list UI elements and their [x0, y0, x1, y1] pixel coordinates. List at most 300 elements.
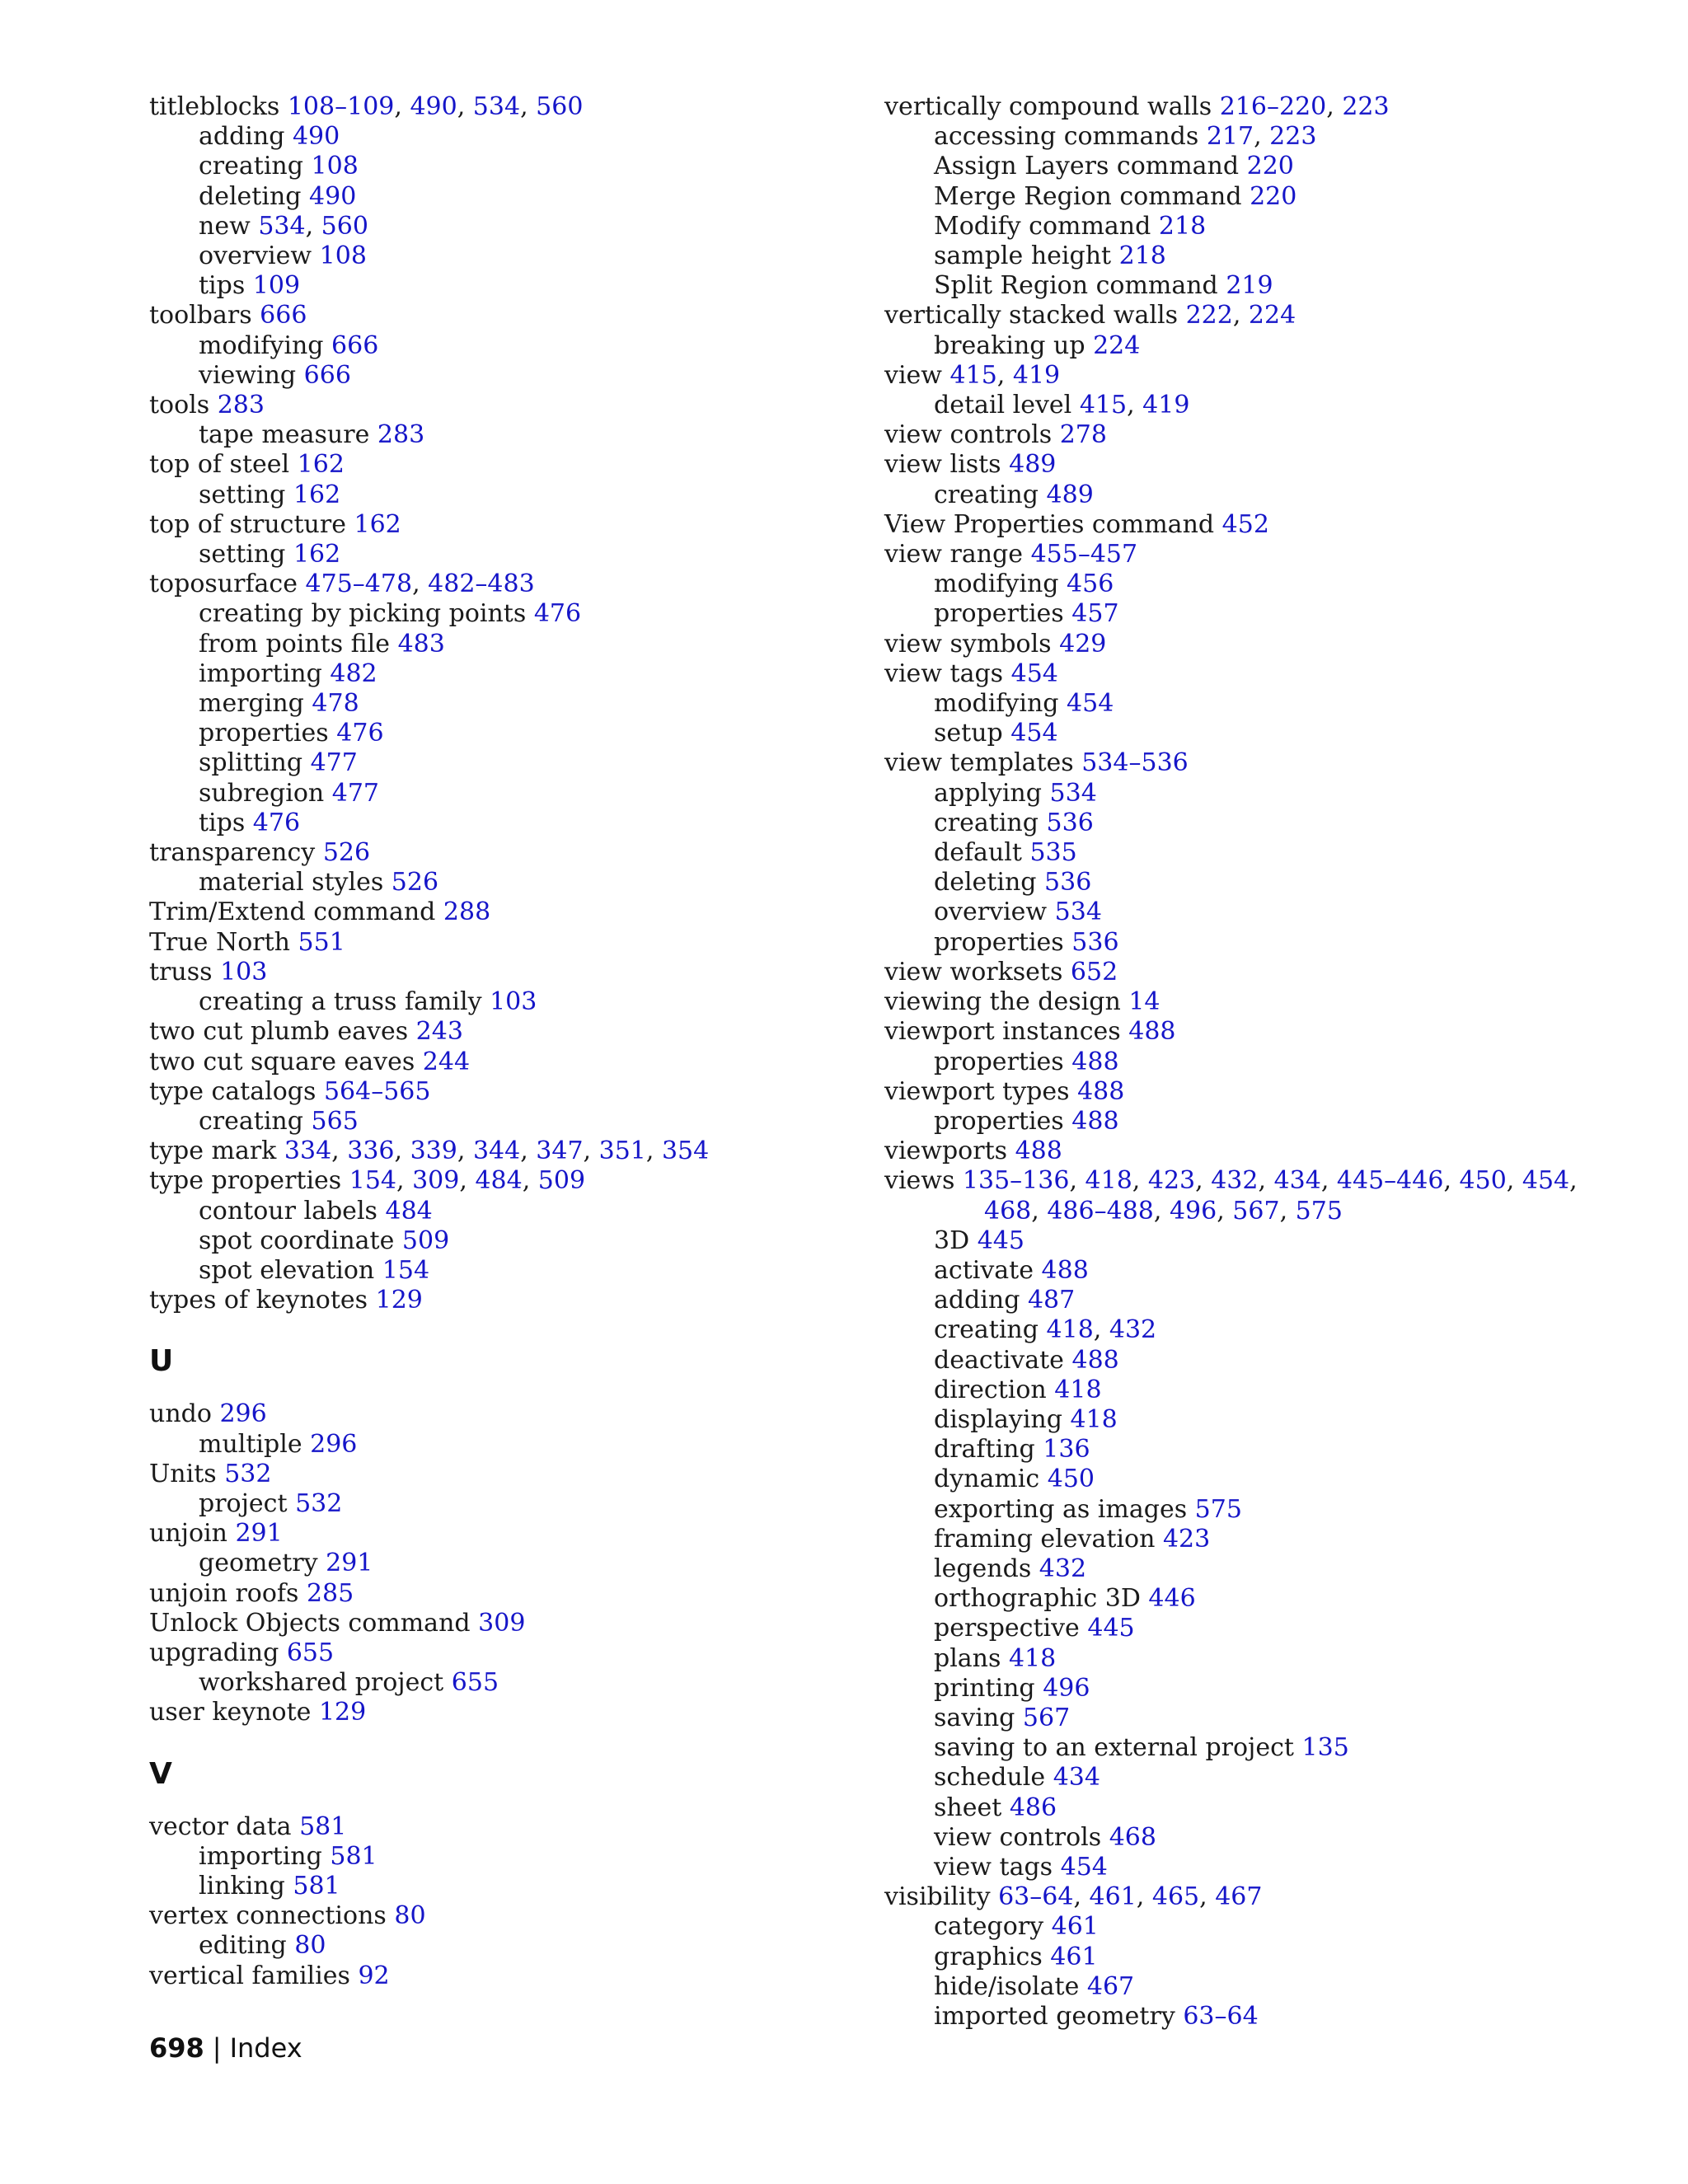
- page-link[interactable]: 551: [298, 927, 345, 957]
- index-term: viewports: [884, 1137, 1008, 1166]
- index-entry: [884, 1137, 1626, 1166]
- index-term: category: [934, 1912, 1044, 1942]
- index-entry: [884, 540, 1626, 569]
- page-link[interactable]: 477: [310, 748, 358, 778]
- page-link[interactable]: 454: [1522, 1166, 1570, 1196]
- page-link[interactable]: 285: [306, 1578, 354, 1608]
- index-term: properties: [199, 719, 329, 748]
- page-link[interactable]: 652: [1070, 957, 1118, 987]
- page-link[interactable]: 418: [1085, 1166, 1132, 1196]
- index-subentry: [884, 838, 1626, 868]
- page-link[interactable]: 162: [354, 509, 401, 539]
- page-link[interactable]: 484: [385, 1196, 433, 1226]
- page-link[interactable]: 486: [1009, 1793, 1057, 1822]
- page-link[interactable]: 445–446: [1336, 1166, 1444, 1196]
- page-link[interactable]: 278: [1059, 420, 1107, 450]
- page-link[interactable]: 220: [1246, 152, 1294, 181]
- page-link[interactable]: 434: [1053, 1763, 1100, 1793]
- page-link[interactable]: 162: [293, 480, 341, 509]
- index-term: direction: [934, 1375, 1047, 1404]
- index-term: modifying: [934, 569, 1059, 599]
- index-term: graphics: [934, 1942, 1043, 1971]
- page-link[interactable]: 496: [1043, 1673, 1090, 1703]
- index-term: viewport instances: [884, 1017, 1121, 1047]
- index-subentry: [884, 1733, 1626, 1763]
- page-link[interactable]: 243: [415, 1017, 463, 1047]
- index-term: orthographic 3D: [934, 1584, 1141, 1614]
- index-entry: [149, 898, 891, 927]
- page-link[interactable]: 461: [1089, 1882, 1137, 1912]
- page-link[interactable]: 296: [219, 1399, 267, 1429]
- page-link[interactable]: 488: [1041, 1255, 1089, 1285]
- page-link[interactable]: 135–136: [962, 1166, 1070, 1196]
- index-subentry: [884, 719, 1626, 748]
- index-entry: [149, 958, 891, 987]
- index-subentry: [884, 1912, 1626, 1942]
- index-subentry: [884, 1346, 1626, 1376]
- page-link[interactable]: 432: [1109, 1315, 1157, 1345]
- index-entry: [149, 1017, 891, 1047]
- index-term: applying: [934, 778, 1042, 808]
- index-subentry: [884, 808, 1626, 838]
- index-term: top of structure: [149, 509, 346, 539]
- page-link[interactable]: 418: [1070, 1404, 1118, 1434]
- index-subentry: [884, 1525, 1626, 1554]
- index-term: vertically compound walls: [884, 92, 1212, 121]
- page-link[interactable]: 336: [347, 1137, 395, 1166]
- index-term: Assign Layers command: [934, 152, 1240, 181]
- index-term: tips: [199, 271, 246, 301]
- page-link[interactable]: 432: [1211, 1166, 1259, 1196]
- page-link[interactable]: 489: [1046, 480, 1094, 509]
- page-link[interactable]: 450: [1047, 1465, 1095, 1494]
- page-link[interactable]: 487: [1027, 1286, 1076, 1315]
- index-subentry: accessing commands 217, 223: [934, 122, 1317, 152]
- index-subentry: [149, 420, 891, 450]
- index-subentry: [884, 1674, 1626, 1704]
- page-link[interactable]: 445: [977, 1226, 1025, 1255]
- page-link[interactable]: 581: [330, 1841, 377, 1871]
- index-term: tape measure: [199, 420, 370, 450]
- index-term: view templates: [884, 748, 1074, 778]
- page-link[interactable]: 63–64: [1183, 2002, 1259, 2031]
- page-link[interactable]: 129: [318, 1698, 367, 1727]
- index-term: view worksets: [884, 957, 1063, 987]
- index-subentry: [149, 748, 891, 778]
- index-subentry: [149, 1489, 891, 1519]
- page-link[interactable]: 154: [349, 1166, 397, 1196]
- index-subentry: [149, 1430, 891, 1460]
- page-link[interactable]: 103: [220, 957, 268, 987]
- page-link[interactable]: 534: [1054, 898, 1102, 927]
- index-entry: [884, 659, 1626, 689]
- index-entry: [884, 510, 1626, 540]
- page-link[interactable]: 429: [1059, 629, 1107, 658]
- page-link[interactable]: 532: [224, 1459, 272, 1488]
- page-link[interactable]: 445: [1087, 1614, 1135, 1643]
- page-link[interactable]: 108: [319, 241, 367, 271]
- page-link[interactable]: 218: [1158, 211, 1207, 241]
- page-link[interactable]: 490: [292, 122, 340, 152]
- page-link[interactable]: 418: [1046, 1315, 1094, 1345]
- page-link[interactable]: 488: [1071, 1345, 1119, 1375]
- index-entry: vertically compound walls 216–220, 223: [884, 92, 1390, 121]
- page-link[interactable]: 217: [1206, 122, 1254, 152]
- page-link[interactable]: 224: [1248, 301, 1296, 330]
- index-term: properties: [934, 1047, 1064, 1076]
- index-term: sheet: [934, 1793, 1002, 1822]
- index-entry: [149, 1399, 891, 1429]
- page-link[interactable]: 461: [1051, 1912, 1099, 1942]
- page-link[interactable]: 565: [311, 1106, 359, 1136]
- index-subentry: [149, 241, 891, 271]
- page-link[interactable]: 223: [1269, 122, 1317, 152]
- page-link[interactable]: 535: [1029, 838, 1077, 868]
- index-term: creating: [934, 480, 1039, 509]
- index-subentry: [884, 212, 1626, 241]
- index-term: displaying: [934, 1404, 1062, 1434]
- index-subentry: [884, 1704, 1626, 1733]
- page-link[interactable]: 454: [1010, 719, 1058, 748]
- page-link[interactable]: 477: [331, 778, 380, 808]
- index-entry: [149, 301, 891, 330]
- page-link[interactable]: 452: [1221, 509, 1269, 539]
- index-term: properties: [934, 599, 1064, 629]
- index-entry: toposurface 475–478, 482–483: [149, 569, 535, 599]
- page-link[interactable]: 567: [1232, 1196, 1280, 1226]
- footer-section: Index: [229, 2032, 302, 2064]
- page-link[interactable]: 418: [1054, 1375, 1102, 1404]
- page-link[interactable]: 564–565: [323, 1076, 431, 1106]
- page-link[interactable]: 476: [336, 719, 384, 748]
- index-entry: [149, 1579, 891, 1609]
- page-link[interactable]: 283: [217, 391, 265, 420]
- page-link[interactable]: 666: [331, 330, 379, 360]
- page-link[interactable]: 92: [358, 1961, 390, 1990]
- page-link[interactable]: 434: [1273, 1166, 1321, 1196]
- page-link[interactable]: 536: [1071, 927, 1119, 957]
- index-term: deleting: [199, 181, 302, 211]
- index-entry: [149, 1638, 891, 1668]
- page-link[interactable]: 455–457: [1030, 540, 1138, 569]
- page-link[interactable]: 581: [299, 1811, 347, 1841]
- index-term: Units: [149, 1459, 217, 1488]
- page-link[interactable]: 655: [451, 1668, 499, 1698]
- page-link[interactable]: 467: [1086, 1971, 1135, 2001]
- page-link[interactable]: 526: [322, 838, 371, 868]
- index-term: dynamic: [934, 1465, 1040, 1494]
- index-subentry: [149, 1256, 891, 1286]
- page-link[interactable]: 482–483: [428, 569, 535, 599]
- index-term: view tags: [934, 1852, 1053, 1882]
- index-subentry: [884, 1823, 1626, 1853]
- index-term: visibility: [884, 1882, 991, 1912]
- index-entry: titleblocks 108–109, 490, 534, 560: [149, 92, 584, 121]
- index-subentry: detail level 415, 419: [934, 391, 1190, 420]
- index-subentry: [884, 1256, 1626, 1286]
- index-term: Trim/Extend command: [149, 898, 436, 927]
- index-term: merging: [199, 689, 304, 719]
- page-link[interactable]: 490: [410, 92, 457, 121]
- index-term: adding: [199, 122, 285, 152]
- page-link[interactable]: 509: [401, 1226, 450, 1255]
- index-entry: [149, 1519, 891, 1549]
- index-term: schedule: [934, 1763, 1046, 1793]
- page-link[interactable]: 450: [1459, 1166, 1507, 1196]
- index-term: breaking up: [934, 330, 1085, 360]
- index-term: importing: [199, 658, 322, 688]
- page-link[interactable]: 80: [294, 1931, 326, 1961]
- page-link[interactable]: 482: [330, 658, 377, 688]
- page-link[interactable]: 347: [536, 1137, 584, 1166]
- page-link[interactable]: 220: [1250, 181, 1297, 211]
- index-term: creating: [199, 152, 303, 181]
- page-link[interactable]: 419: [1142, 391, 1190, 420]
- page-link[interactable]: 354: [661, 1137, 710, 1166]
- page-link[interactable]: 488: [1077, 1076, 1125, 1106]
- index-term: contour labels: [199, 1196, 377, 1226]
- page-link[interactable]: 465: [1151, 1882, 1200, 1912]
- index-subentry: [884, 1226, 1626, 1256]
- index-subentry: [884, 1435, 1626, 1465]
- index-term: tools: [149, 391, 210, 420]
- page-link[interactable]: 456: [1067, 569, 1114, 599]
- page-link[interactable]: 423: [1162, 1524, 1211, 1554]
- index-term: properties: [934, 927, 1064, 957]
- page-link[interactable]: 291: [326, 1549, 373, 1578]
- index-term: view lists: [884, 450, 1001, 480]
- index-subentry: [884, 868, 1626, 898]
- page-link[interactable]: 476: [533, 599, 582, 629]
- index-subentry: [884, 1286, 1626, 1315]
- page-link[interactable]: 476: [252, 808, 301, 837]
- page-link[interactable]: 432: [1039, 1554, 1087, 1583]
- index-subentry: [884, 1405, 1626, 1435]
- index-subentry: [884, 2002, 1626, 2032]
- index-term: project: [199, 1488, 288, 1518]
- index-term: printing: [934, 1673, 1035, 1703]
- page-link[interactable]: 109: [252, 271, 301, 301]
- page-link[interactable]: 496: [1169, 1196, 1217, 1226]
- page-link[interactable]: 14: [1128, 987, 1160, 1017]
- page-link[interactable]: 154: [382, 1255, 430, 1285]
- page-link[interactable]: 351: [598, 1137, 646, 1166]
- index-term: types of keynotes: [149, 1286, 368, 1315]
- index-subentry: [149, 1107, 891, 1137]
- page-link[interactable]: 423: [1147, 1166, 1196, 1196]
- index-term: vertically stacked walls: [884, 301, 1179, 330]
- page-link[interactable]: 135: [1301, 1733, 1349, 1763]
- index-term: two cut plumb eaves: [149, 1017, 409, 1047]
- index-term: titleblocks: [149, 92, 280, 121]
- index-subentry: [149, 540, 891, 569]
- page-link[interactable]: 418: [1008, 1643, 1057, 1673]
- page-link[interactable]: 534: [258, 211, 306, 241]
- page-link[interactable]: 419: [1012, 360, 1061, 390]
- index-term: detail level: [934, 391, 1072, 420]
- page-link[interactable]: 488: [1128, 1017, 1176, 1047]
- page-link[interactable]: 291: [235, 1519, 283, 1549]
- index-entry: [149, 450, 891, 480]
- page-link[interactable]: 488: [1015, 1137, 1062, 1166]
- page-link[interactable]: 575: [1194, 1494, 1242, 1524]
- page-link[interactable]: 223: [1342, 92, 1390, 121]
- index-entry: [149, 928, 891, 958]
- page-link[interactable]: 575: [1295, 1196, 1343, 1226]
- index-term: multiple: [199, 1429, 302, 1459]
- page-link[interactable]: 666: [303, 360, 351, 390]
- page-link[interactable]: 103: [490, 987, 537, 1017]
- index-subentry: [884, 1793, 1626, 1823]
- page-link[interactable]: 655: [286, 1638, 335, 1667]
- page-link[interactable]: 461: [1050, 1942, 1098, 1971]
- page-link[interactable]: 488: [1071, 1106, 1119, 1136]
- index-subentry: [149, 1931, 891, 1961]
- page-link[interactable]: 666: [260, 301, 307, 330]
- index-subentry: [149, 1842, 891, 1872]
- index-subentry: [884, 241, 1626, 271]
- page-link[interactable]: 488: [1071, 1047, 1119, 1076]
- index-term: editing: [199, 1931, 287, 1961]
- index-term: deleting: [934, 868, 1037, 898]
- page-link[interactable]: 567: [1022, 1703, 1071, 1732]
- index-term: sample height: [934, 241, 1112, 271]
- page-link[interactable]: 468: [1109, 1822, 1156, 1852]
- page-link[interactable]: 475–478: [305, 569, 413, 599]
- index-term: Unlock Objects command: [149, 1608, 471, 1638]
- page-link[interactable]: 454: [1010, 658, 1058, 688]
- page-link[interactable]: 296: [310, 1429, 358, 1459]
- page-link[interactable]: 415: [1079, 391, 1128, 420]
- index-column-right: [884, 92, 1626, 2032]
- index-term: saving: [934, 1703, 1015, 1732]
- index-term: setting: [199, 480, 286, 509]
- page-link[interactable]: 63–64: [998, 1882, 1074, 1912]
- page-link[interactable]: 162: [297, 450, 345, 480]
- index-term: workshared project: [199, 1668, 444, 1698]
- index-term: plans: [934, 1643, 1001, 1673]
- page-link[interactable]: 136: [1043, 1435, 1090, 1465]
- index-term: view controls: [884, 420, 1053, 450]
- index-term: view range: [884, 540, 1024, 569]
- index-subentry: [149, 689, 891, 719]
- index-entry: vertically stacked walls 222, 224: [884, 301, 1296, 330]
- index-term: setup: [934, 719, 1003, 748]
- index-entry: [149, 1286, 891, 1315]
- index-term: undo: [149, 1399, 212, 1429]
- index-subentry: [884, 1554, 1626, 1584]
- page-link[interactable]: 509: [537, 1166, 586, 1196]
- index-term: creating: [934, 1315, 1039, 1345]
- page-link[interactable]: 244: [422, 1047, 471, 1076]
- page-link[interactable]: 534–536: [1081, 748, 1189, 778]
- index-term: geometry: [199, 1549, 318, 1578]
- page-link[interactable]: 468: [984, 1196, 1032, 1226]
- page-link[interactable]: 581: [293, 1871, 340, 1900]
- page-link[interactable]: 457: [1071, 599, 1119, 629]
- index-term: toposurface: [149, 569, 298, 599]
- index-term: view controls: [934, 1822, 1102, 1852]
- page-link[interactable]: 454: [1060, 1852, 1108, 1882]
- index-term: viewing the design: [884, 987, 1121, 1017]
- page-link[interactable]: 486–488: [1047, 1196, 1154, 1226]
- index-subentry: [149, 1872, 891, 1901]
- page-link[interactable]: 129: [375, 1286, 423, 1315]
- page-link[interactable]: 218: [1118, 241, 1166, 271]
- index-term: view symbols: [884, 629, 1052, 658]
- index-term: views: [884, 1166, 955, 1196]
- page-link[interactable]: 80: [394, 1901, 426, 1931]
- index-subentry: [884, 1107, 1626, 1137]
- page-link[interactable]: 536: [1044, 868, 1092, 898]
- page-link[interactable]: 454: [1067, 689, 1114, 719]
- index-subentry: [149, 779, 891, 808]
- page-link[interactable]: 490: [309, 181, 357, 211]
- page-link[interactable]: 108–109: [287, 92, 395, 121]
- index-entry: [149, 838, 891, 868]
- page-link[interactable]: 415: [950, 360, 997, 390]
- index-entry: [149, 1047, 891, 1077]
- page-link[interactable]: 484: [475, 1166, 523, 1196]
- index-subentry: [884, 1763, 1626, 1793]
- index-subentry: [884, 898, 1626, 927]
- page-link[interactable]: 309: [478, 1608, 526, 1638]
- page-link[interactable]: 478: [312, 689, 359, 719]
- page-link[interactable]: 560: [321, 211, 368, 241]
- index-term: type catalogs: [149, 1076, 316, 1106]
- page-link[interactable]: 534: [1049, 778, 1097, 808]
- page-link[interactable]: 489: [1009, 450, 1057, 480]
- section-heading: V: [149, 1756, 172, 1791]
- page-link[interactable]: 219: [1226, 271, 1273, 301]
- page-link[interactable]: 224: [1093, 330, 1141, 360]
- page-link[interactable]: 334: [284, 1137, 332, 1166]
- page-link[interactable]: 108: [311, 152, 359, 181]
- page-link[interactable]: 532: [295, 1488, 343, 1518]
- index-entry: [149, 1460, 891, 1489]
- index-entry: [884, 1077, 1626, 1107]
- index-entry: [884, 958, 1626, 987]
- page-link[interactable]: 162: [293, 540, 341, 569]
- index-term: linking: [199, 1871, 285, 1900]
- index-term: vertical families: [149, 1961, 350, 1990]
- page-link[interactable]: 536: [1046, 808, 1094, 837]
- page-link[interactable]: 216–220: [1219, 92, 1327, 121]
- index-entry: view 415, 419: [884, 360, 1061, 390]
- index-subentry: [884, 1584, 1626, 1614]
- index-entry: [149, 1609, 891, 1638]
- index-subentry: [149, 331, 891, 361]
- index-entry: [884, 748, 1626, 778]
- page-link[interactable]: 344: [472, 1137, 521, 1166]
- page-link[interactable]: 283: [377, 420, 425, 450]
- index-column-left: [149, 92, 891, 1991]
- page-link[interactable]: 467: [1215, 1882, 1263, 1912]
- page-link[interactable]: 222: [1185, 301, 1233, 330]
- index-subentry: [149, 808, 891, 838]
- index-entry: [884, 420, 1626, 450]
- page-link[interactable]: 526: [391, 868, 439, 898]
- page-link[interactable]: 288: [443, 898, 491, 927]
- page-link[interactable]: 339: [410, 1137, 457, 1166]
- index-term: default: [934, 838, 1022, 868]
- page-link[interactable]: 534: [472, 92, 521, 121]
- page-link[interactable]: 483: [397, 629, 445, 658]
- page-link[interactable]: 560: [536, 92, 584, 121]
- index-term: creating: [934, 808, 1039, 837]
- page-link[interactable]: 309: [412, 1166, 460, 1196]
- page-link[interactable]: 446: [1148, 1584, 1196, 1614]
